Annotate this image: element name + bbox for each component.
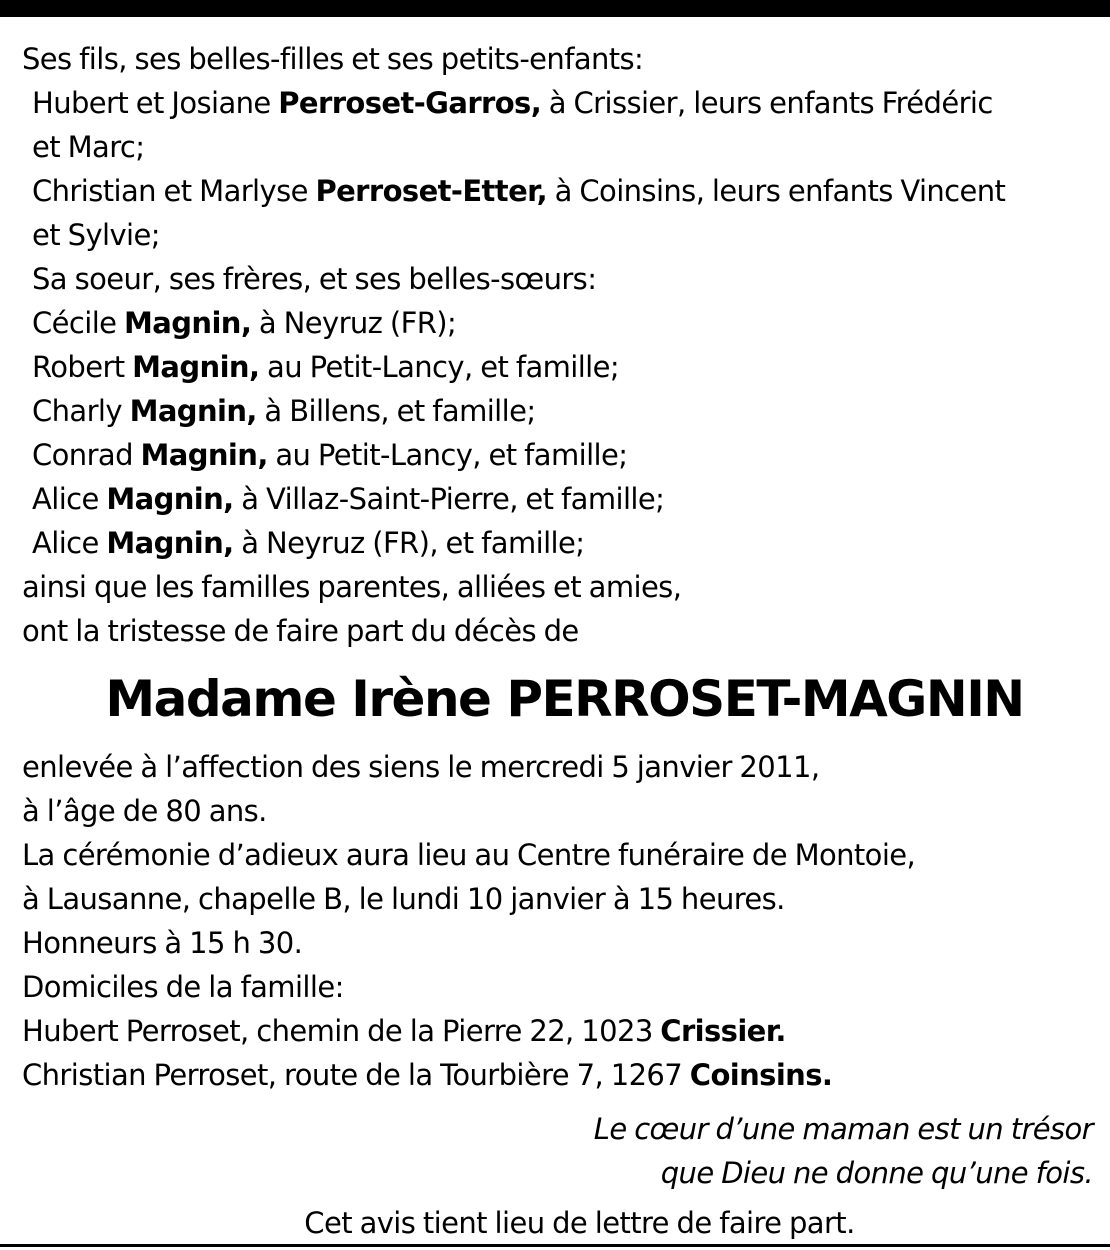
sibling-first-name: Alice xyxy=(32,482,107,516)
sibling-line xyxy=(22,477,1097,521)
detail-line: à l’âge de 80 ans. xyxy=(22,794,267,828)
sibling-surname: Magnin, xyxy=(140,438,268,472)
sibling-line xyxy=(22,433,1097,477)
child-family-continuation: et Marc; xyxy=(32,130,145,164)
sibling-line xyxy=(22,301,1097,345)
sibling-line xyxy=(22,345,1097,389)
address-city: Crissier. xyxy=(660,1014,786,1048)
sibling-surname: Magnin, xyxy=(132,350,260,384)
detail-line: Domiciles de la famille: xyxy=(22,970,344,1004)
obituary-notice xyxy=(22,37,1097,1245)
child-names: Christian et Marlyse xyxy=(32,174,316,208)
child-family-line xyxy=(22,169,1097,213)
sibling-line xyxy=(22,389,1097,433)
announcement-line: ont la tristesse de faire part du décès de xyxy=(22,614,579,648)
sibling-details: au Petit-Lancy, et famille; xyxy=(259,350,620,384)
detail-line: enlevée à l’affection des siens le mercredi 5 janvier 2011, xyxy=(22,750,820,784)
deceased-name: Madame Irène PERROSET-MAGNIN xyxy=(105,670,1024,728)
sibling-surname: Magnin, xyxy=(124,306,252,340)
detail-line: à Lausanne, chapelle B, le lundi 10 janvier à 15 heures. xyxy=(22,882,785,916)
detail-line: Honneurs à 15 h 30. xyxy=(22,926,303,960)
sibling-first-name: Charly xyxy=(32,394,130,428)
child-surname: Perroset-Etter, xyxy=(315,174,547,208)
quote-line: Le cœur d’une maman est un trésor xyxy=(593,1112,1093,1146)
child-family-line xyxy=(22,81,1097,125)
child-details: à Coinsins, leurs enfants Vincent xyxy=(547,174,1006,208)
sibling-details: à Billens, et famille; xyxy=(256,394,536,428)
address-text: Christian Perroset, route de la Tourbière 7, 1267 xyxy=(22,1058,690,1092)
intro-line: Ses fils, ses belles-filles et ses petits-enfants: xyxy=(22,42,644,76)
sibling-details: à Neyruz (FR), et famille; xyxy=(233,526,585,560)
sibling-details: au Petit-Lancy, et famille; xyxy=(267,438,628,472)
address-text: Hubert Perroset, chemin de la Pierre 22, 1023 xyxy=(22,1014,661,1048)
child-names: Hubert et Josiane xyxy=(32,86,279,120)
address-line xyxy=(22,1053,1097,1097)
sibling-surname: Magnin, xyxy=(106,482,234,516)
sibling-details: à Neyruz (FR); xyxy=(251,306,457,340)
address-city: Coinsins. xyxy=(689,1058,833,1092)
quote-block xyxy=(22,1107,1097,1195)
siblings-intro-line: Sa soeur, ses frères, et ses belles-sœurs: xyxy=(32,262,597,296)
families-line: ainsi que les familles parentes, alliées et amies, xyxy=(22,570,682,604)
sibling-details: à Villaz-Saint-Pierre, et famille; xyxy=(233,482,665,516)
detail-line: La cérémonie d’adieux aura lieu au Centre funéraire de Montoie, xyxy=(22,838,916,872)
sibling-surname: Magnin, xyxy=(129,394,257,428)
sibling-first-name: Alice xyxy=(32,526,107,560)
child-details: à Crissier, leurs enfants Frédéric xyxy=(541,86,993,120)
footer-note: Cet avis tient lieu de lettre de faire part. xyxy=(304,1206,855,1240)
sibling-surname: Magnin, xyxy=(106,526,234,560)
quote-line: que Dieu ne donne qu’une fois. xyxy=(660,1156,1093,1190)
sibling-first-name: Cécile xyxy=(32,306,125,340)
sibling-first-name: Conrad xyxy=(32,438,141,472)
top-border-rule xyxy=(0,0,1110,17)
child-surname: Perroset-Garros, xyxy=(278,86,542,120)
sibling-first-name: Robert xyxy=(32,350,133,384)
child-family-continuation: et Sylvie; xyxy=(32,218,160,252)
bottom-border-rule xyxy=(0,1244,1110,1247)
address-line xyxy=(22,1009,1097,1053)
sibling-line xyxy=(22,521,1097,565)
